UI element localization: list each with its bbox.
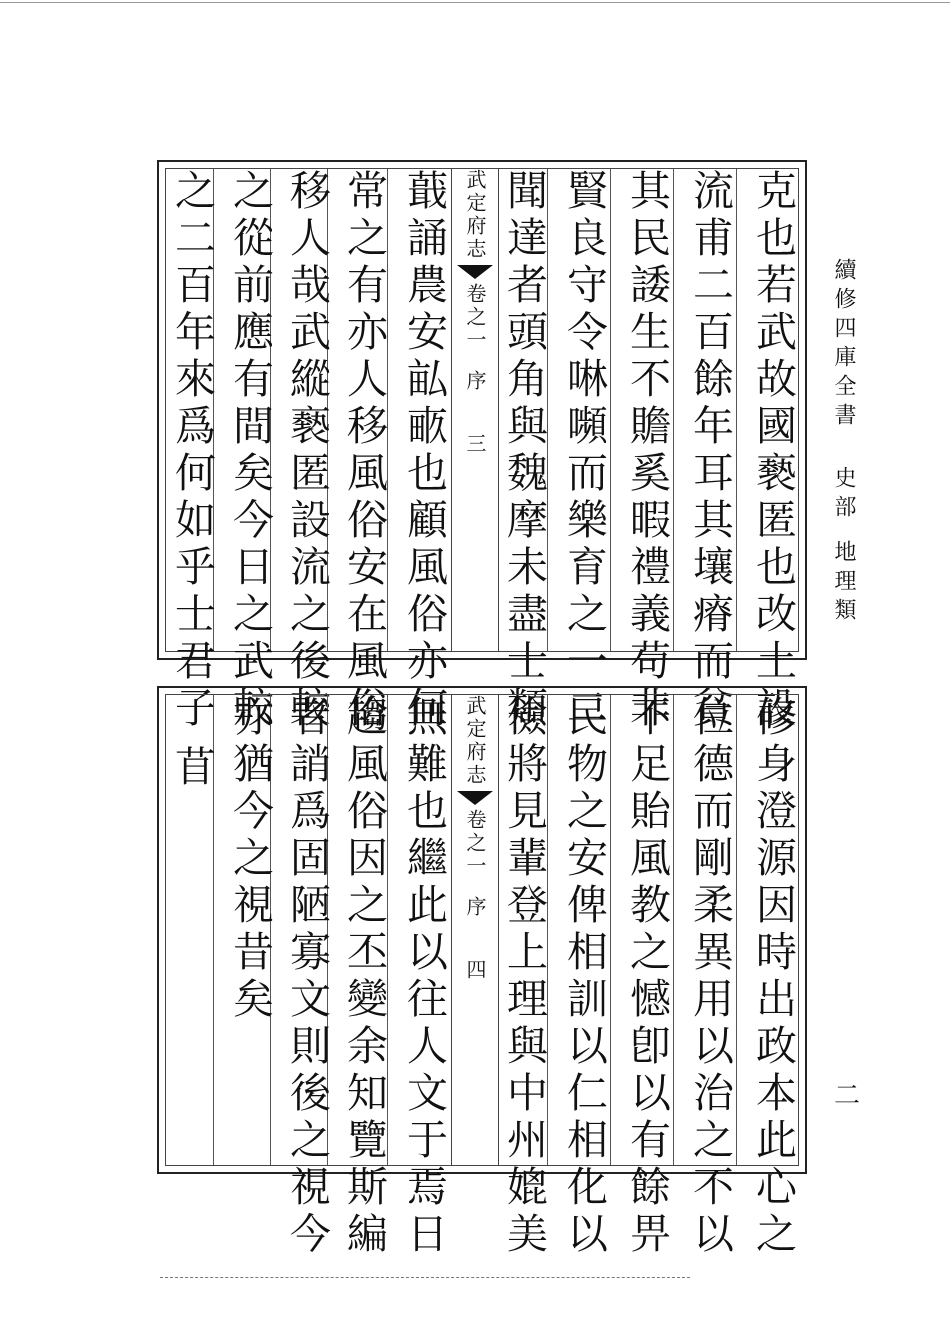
text-column: 蕺誦農安畆畞也顧風俗亦何 <box>400 169 448 733</box>
text-column: 位德而剛柔異用以治之不以 <box>686 695 734 1259</box>
text-column: 流甫二百餘年耳其壤瘠而貧 <box>686 169 734 733</box>
strip-chapter: 卷之一 <box>463 809 487 878</box>
strip-leaf-number: 三 <box>463 433 487 456</box>
series-title: 續修四庫全書 <box>831 258 856 432</box>
fold-strip <box>451 169 499 651</box>
text-column: 民物之安俾相訓以仁相化以 <box>560 695 608 1259</box>
text-column: 克也若武故國褻匿也改土設 <box>749 169 797 733</box>
bottom-rule <box>160 1277 690 1278</box>
fishtail-mark <box>457 791 493 805</box>
fold-strip <box>451 695 499 1165</box>
series-header <box>832 258 854 627</box>
top-rule <box>0 2 950 3</box>
column-rule <box>736 695 737 1165</box>
column-rule <box>610 169 611 651</box>
text-column: 賢良守令啉嚬而樂育之一二 <box>560 169 608 733</box>
text-column: 其民諉生不贍奚暇禮義苟非 <box>623 169 671 733</box>
lower-leaf-inner-frame <box>165 694 799 1259</box>
column-rule <box>673 695 674 1165</box>
lower-leaf-frame <box>157 686 807 1259</box>
text-column: 不足貽風教之憾卽以有餘畀 <box>623 695 671 1259</box>
text-column: 趨風俗因之丕變余知覽斯編 <box>340 695 388 1259</box>
text-column: 聞達者頭角與魏摩未盡士類 <box>500 169 548 733</box>
text-column: 儉將見輩登上理與中州媲美 <box>500 695 548 1259</box>
section-label: 史部 <box>831 466 856 524</box>
text-column: 者誚爲固陋寡文則後之視今 <box>283 695 331 1259</box>
text-column: 常之有亦人移風俗安在風俗 <box>340 169 388 733</box>
strip-leaf-number: 四 <box>463 959 487 982</box>
strip-part: 序 <box>463 370 487 393</box>
strip-part: 序 <box>463 896 487 919</box>
text-column: 移人哉武縱褻匿設流之後較 <box>283 169 331 733</box>
category-label: 地理類 <box>831 540 856 627</box>
fishtail-mark <box>457 265 493 279</box>
text-column: 亦猶今之視昔矣 <box>226 695 274 1024</box>
page-number: 二 <box>834 1081 861 1111</box>
column-rule <box>736 169 737 651</box>
column-rule <box>673 169 674 651</box>
upper-leaf-frame <box>157 160 807 733</box>
text-column: 修身澄源因時出政本此心之 <box>749 695 797 1259</box>
text-column: 之二百年來爲何如乎士君子 <box>168 169 216 733</box>
strip-book-title: 武定府志 <box>463 169 487 261</box>
text-column: 無難也繼此以往人文于焉日 <box>400 695 448 1259</box>
upper-leaf-inner-frame <box>165 168 799 733</box>
strip-chapter: 卷之一 <box>463 283 487 352</box>
column-rule <box>610 695 611 1165</box>
text-column: 之從前應有間矣今日之武較 <box>226 169 274 733</box>
text-column: 苜 <box>168 745 216 792</box>
strip-book-title: 武定府志 <box>463 695 487 787</box>
